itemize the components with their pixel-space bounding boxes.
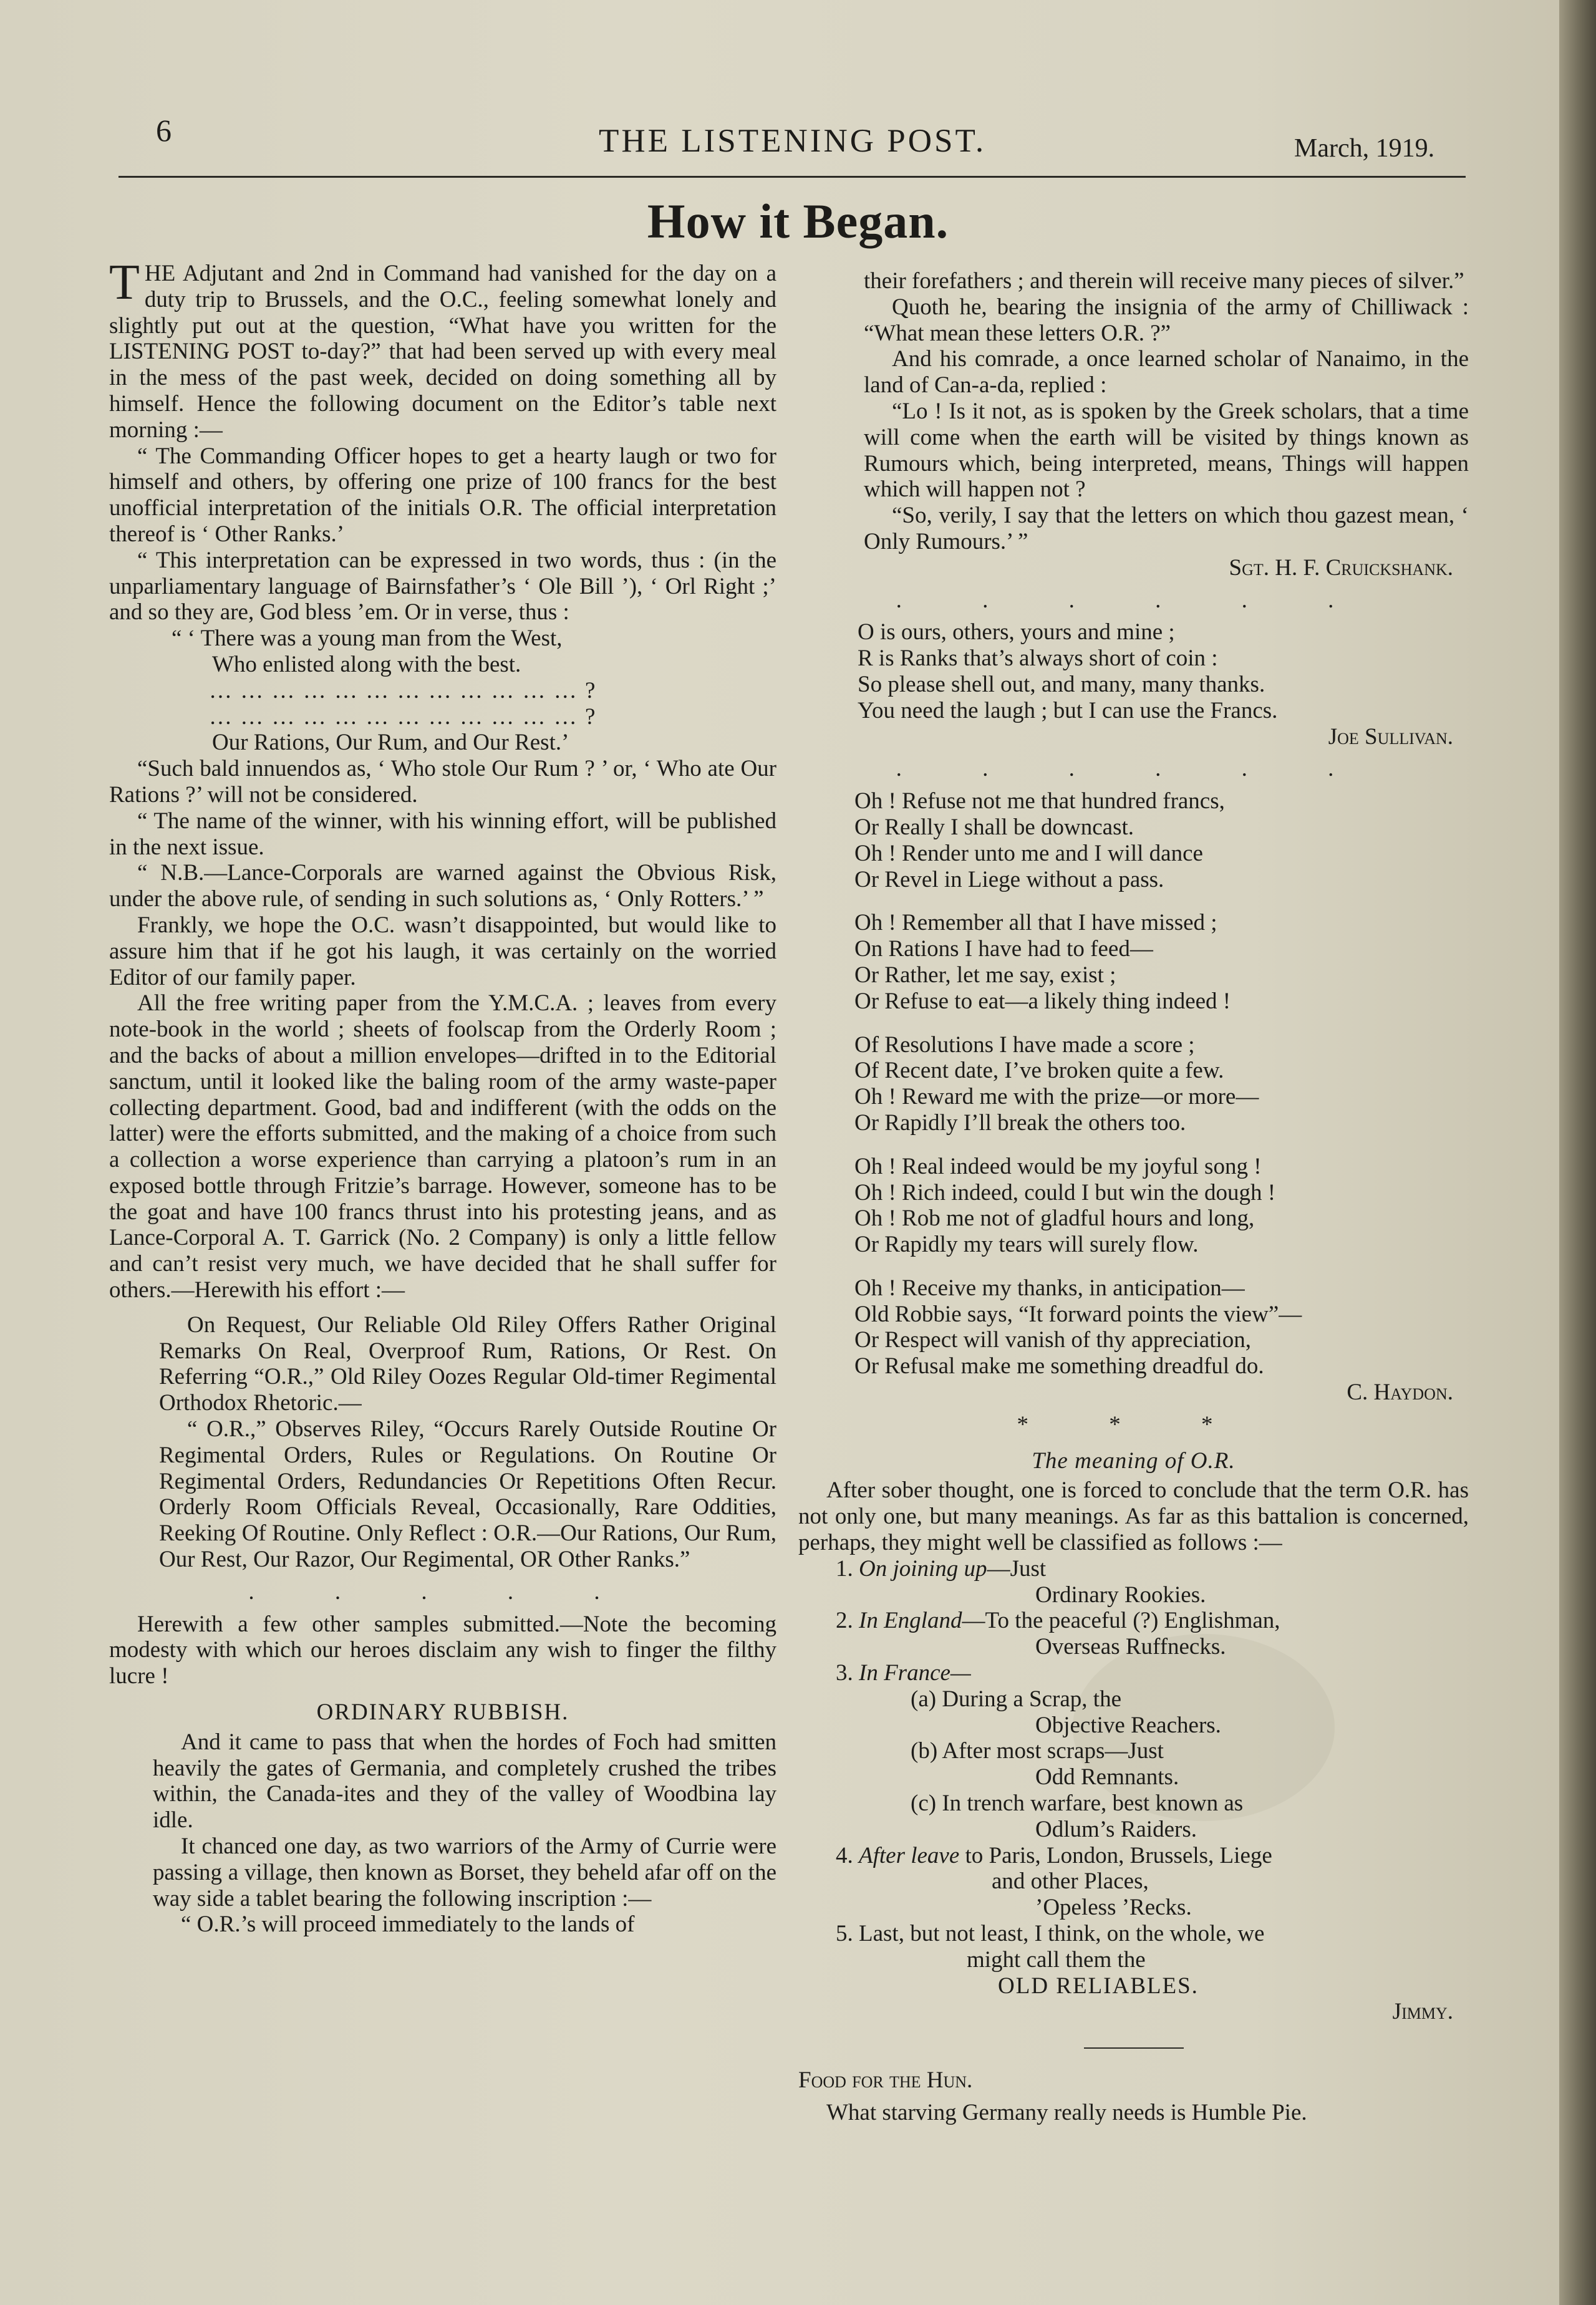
verse-line: Who enlisted along with the best. <box>212 651 521 677</box>
subheading: ORDINARY RUBBISH. <box>316 1699 569 1726</box>
verse-line: Oh ! Render unto me and I will dance <box>854 840 1203 866</box>
list-text: to Paris, London, Brussels, Liege <box>959 1842 1272 1868</box>
list-value: Objective Reachers. <box>1035 1712 1221 1738</box>
list-text: and other Places, <box>992 1868 1149 1895</box>
list-subitem: (b) After most scraps—Just <box>911 1738 1164 1764</box>
verse-line: On Rations I have had to feed— <box>854 936 1153 962</box>
section-separator: . . . . . . <box>896 587 1371 613</box>
list-item <box>798 1921 1469 1947</box>
signature: Jimmy. <box>1392 1999 1453 2025</box>
riley-entry <box>159 1312 776 1573</box>
body-paragraph: Herewith a few other samples submitted.—Note the becoming modesty with which our heroes disclaim any wish to finger the filthy lucre ! <box>109 1611 776 1689</box>
body-paragraph: What starving Germany really needs is Humble Pie. <box>826 2100 1307 2125</box>
verse-line: Of Resolutions I have made a score ; <box>854 1032 1195 1058</box>
verse-line: Oh ! Refuse not me that hundred francs, <box>854 788 1225 814</box>
haydon-verse <box>798 788 1469 1380</box>
verse-line: Oh ! Rich indeed, could I but win the dough ! <box>854 1179 1276 1206</box>
list-number: 3. <box>836 1660 853 1686</box>
verse-line: So please shell out, and many, many thanks. <box>858 671 1265 697</box>
verse-line: Or Respect will vanish of thy appreciation, <box>854 1327 1252 1353</box>
list-text: —Just <box>987 1555 1047 1582</box>
verse-line: Or Refusal make me something dreadful do. <box>854 1353 1264 1380</box>
verse-line: Or Revel in Liege without a pass. <box>854 866 1164 892</box>
body-paragraph: On Request, Our Reliable Old Riley Offers Rather Original Remarks On Real, Overproof Rum, Rations, Or Rest. On Referring “O.R.,” Old Riley Oozes Regular Old-timer Regimental Orthodox Rhetoric.— <box>159 1312 776 1416</box>
verse-line: Of Recent date, I’ve broken quite a few. <box>854 1058 1224 1084</box>
publication-title: THE LISTENING POST. <box>599 123 987 159</box>
page-number: 6 <box>156 113 172 148</box>
list-value: Ordinary Rookies. <box>1035 1582 1206 1608</box>
signature: Sgt. H. F. Cruickshank. <box>1229 554 1453 581</box>
body-paragraph: All the free writing paper from the Y.M.C.A. ; leaves from every note-book in the world ; sheets of foolscap from the Orderly Room ; and the backs of about a million envelopes—drifted in to the Editorial sanctum, until it looked like the baling room of the army waste-paper collecting department. Good, bad and indifferent (with the odds on the latter) were the efforts submitted, and the making of a choice from such a collection a worse experience than carrying a platoon’s rum in an exposed bottle through Fritzie’s barrage. However, someone has to be the goat and have 100 francs thrust into his protesting jeans, and as Lance-Corporal A. T. Garrick (No. 2 Company) is only a little fellow and can’t resist very much, we have decided that he shall suffer for others.—Herewith his effort :— <box>109 990 776 1303</box>
list-text: —To the peaceful (?) Englishman, <box>962 1608 1280 1634</box>
body-paragraph: And his comrade, a once learned scholar of Nanaimo, in the land of Can-a-da, replied : <box>864 346 1469 399</box>
list-label: In France— <box>859 1660 971 1686</box>
section-separator: . . . . . . <box>896 756 1371 782</box>
body-paragraph: After sober thought, one is forced to conclude that the term O.R. has not only one, but many meanings. As far as this battalion is concerned, perhaps, they might well be classified as follows :— <box>798 1477 1469 1556</box>
verse-line: Oh ! Remember all that I have missed ; <box>854 910 1217 936</box>
verse-line: Or Rapidly I’ll break the others too. <box>854 1109 1186 1136</box>
left-column <box>109 255 776 1938</box>
body-paragraph: And it came to pass that when the hordes of Foch had smitten heavily the gates of Germania, and completely crushed the tribes within, the Canada-ites and they of the valley of Woodbina lay idle. <box>153 1729 776 1834</box>
list-number: 4. <box>836 1842 853 1868</box>
verse-line: “ ‘ There was a young man from the West, <box>172 626 563 652</box>
signature: Joe Sullivan. <box>1328 723 1453 750</box>
stanza <box>854 1032 1469 1136</box>
book-binding-edge <box>1559 0 1596 2305</box>
list-label: After leave <box>859 1842 960 1868</box>
stanza <box>854 788 1469 892</box>
verse-line: Our Rations, Our Rum, and Our Rest.’ <box>212 730 569 756</box>
section-separator: . . . . . <box>248 1578 637 1605</box>
stanza <box>854 910 1469 1014</box>
sullivan-verse <box>798 619 1469 723</box>
verse-dots: … … … … … … … … … … … … ? <box>209 677 597 703</box>
list-number: 5. <box>836 1921 853 1947</box>
verse-line: Or Rapidly my tears will surely flow. <box>854 1232 1199 1258</box>
classification-list <box>798 1556 1469 1999</box>
list-value: Odd Remnants. <box>1035 1764 1179 1790</box>
list-value: Odlum’s Raiders. <box>1035 1816 1197 1842</box>
body-paragraph: “ O.R.,” Observes Riley, “Occurs Rarely Outside Routine Or Regimental Orders, Rules or Regulations. On Routine Or Regimental Orders, Redundancies Or Repetitions Often Recur. Orderly Room Officials Reveal, Occasionally, Rare Oddities, Reeking Of Routine. Only Reflect : O.R.—Our Rations, Our Rum, Our Rest, Our Razor, Our Regimental, OR Other Ranks.” <box>159 1416 776 1573</box>
verse-line: Or Rather, let me say, exist ; <box>854 962 1116 988</box>
list-item <box>798 1556 1469 1582</box>
body-paragraph: Frankly, we hope the O.C. wasn’t disappointed, but would like to assure him that if he got his laugh, it was certainly on the worried Editor of our family paper. <box>109 912 776 990</box>
verse-line: Or Really I shall be downcast. <box>854 814 1134 840</box>
verse-line: Oh ! Real indeed would be my joyful song ! <box>854 1153 1262 1179</box>
list-text: might call them the <box>967 1946 1146 1973</box>
body-paragraph: “Lo ! Is it not, as is spoken by the Greek scholars, that a time will come when the earth will be visited by things known as Rumours which, being interpreted, means, Things will happen which will happen not ? <box>864 398 1469 503</box>
list-text: Last, but not least, I think, on the whole, we <box>859 1921 1265 1947</box>
header-rule <box>118 176 1466 178</box>
list-item <box>798 1608 1469 1634</box>
article-title: How it Began. <box>647 194 949 248</box>
body-paragraph: “ O.R.’s will proceed immediately to the lands of <box>181 1911 635 1938</box>
notice-paragraph: “ The Commanding Officer hopes to get a hearty laugh or two for himself and others, by offering one prize of 100 francs for the best unofficial interpretation of the initials O.R. The official interpretation thereof is ‘ Other Ranks.’ <box>109 443 776 547</box>
list-item <box>798 1843 1469 1869</box>
list-value: ’Opeless ’Recks. <box>1035 1895 1192 1921</box>
verse-line: R is Ranks that’s always short of coin : <box>858 645 1218 672</box>
body-paragraph: “So, verily, I say that the letters on which thou gazest mean, ‘ Only Rumours.’ ” <box>864 503 1469 554</box>
notice-paragraph: “ This interpretation can be expressed in two words, thus : (in the unparliamentary language of Bairnsfather’s ‘ Ole Bill ’), ‘ Orl Right ;’ and so they are, God bless ’em. Or in verse, thus : <box>109 547 776 626</box>
right-column <box>798 268 1469 2126</box>
list-number: 1. <box>836 1555 853 1582</box>
signature: C. Haydon. <box>1347 1380 1453 1406</box>
rubbish-entry <box>153 1729 776 1938</box>
list-label: In England <box>859 1608 962 1634</box>
stanza <box>854 1154 1469 1258</box>
verse-line: Oh ! Receive my thanks, in anticipation— <box>854 1275 1245 1301</box>
verse-line: Old Robbie says, “It forward points the view”— <box>854 1301 1302 1327</box>
notice-paragraph: “ The name of the winner, with his winning effort, will be published in the next issue. <box>109 808 776 860</box>
stanza <box>854 1275 1469 1380</box>
body-paragraph: It chanced one day, as two warriors of the Army of Currie were passing a village, then known as Borset, they beheld afar off on the way side a tablet bearing the following inscription :— <box>153 1834 776 1911</box>
divider <box>1084 2047 1184 2049</box>
verse-line: Oh ! Reward me with the prize—or more— <box>854 1084 1259 1110</box>
list-value: OLD RELIABLES. <box>998 1973 1199 1999</box>
notice-paragraph: “ N.B.—Lance-Corporals are warned against the Obvious Risk, under the above rule, of sending in such solutions as, ‘ Only Rotters.’ ” <box>109 860 776 912</box>
verse-line: Or Refuse to eat—a likely thing indeed ! <box>854 988 1231 1014</box>
body-paragraph: Quoth he, bearing the insignia of the army of Chilliwack : “What mean these letters O.R. ?” <box>864 294 1469 346</box>
intro-paragraph: THE Adjutant and 2nd in Command had vanished for the day on a duty trip to Brussels, and the O.C., feeling somewhat lonely and slightly put out at the question, “What have you written for the LISTENING POST to-day?” that had been served up with every meal in the mess of the past week, decided on doing something all by himself. Hence the following document on the Editor’s table next morning :— <box>109 255 776 443</box>
issue-date: March, 1919. <box>1294 134 1435 163</box>
list-subitem: (c) In trench warfare, best known as <box>911 1790 1244 1817</box>
verse-dots: … … … … … … … … … … … … ? <box>209 703 597 730</box>
body-paragraph: their forefathers ; and therein will receive many pieces of silver.” <box>864 268 1464 294</box>
list-item <box>798 1660 1469 1686</box>
subheading: Food for the Hun. <box>798 2067 973 2094</box>
limerick <box>109 626 776 756</box>
list-subitem: (a) During a Scrap, the <box>911 1686 1122 1712</box>
list-label: On joining up <box>859 1555 987 1582</box>
verse-line: O is ours, others, yours and mine ; <box>858 619 1175 645</box>
notice-paragraph: “Such bald innuendos as, ‘ Who stole Our Rum ? ’ or, ‘ Who ate Our Rations ?’ will not be considered. <box>109 756 776 808</box>
subheading: The meaning of O.R. <box>1032 1447 1236 1474</box>
list-value: Overseas Ruffnecks. <box>1035 1634 1226 1660</box>
list-number: 2. <box>836 1608 853 1634</box>
star-separator: * * * <box>1017 1411 1250 1438</box>
verse-line: You need the laugh ; but I can use the Francs. <box>858 697 1278 723</box>
verse-line: Oh ! Rob me not of gladful hours and long, <box>854 1206 1255 1232</box>
